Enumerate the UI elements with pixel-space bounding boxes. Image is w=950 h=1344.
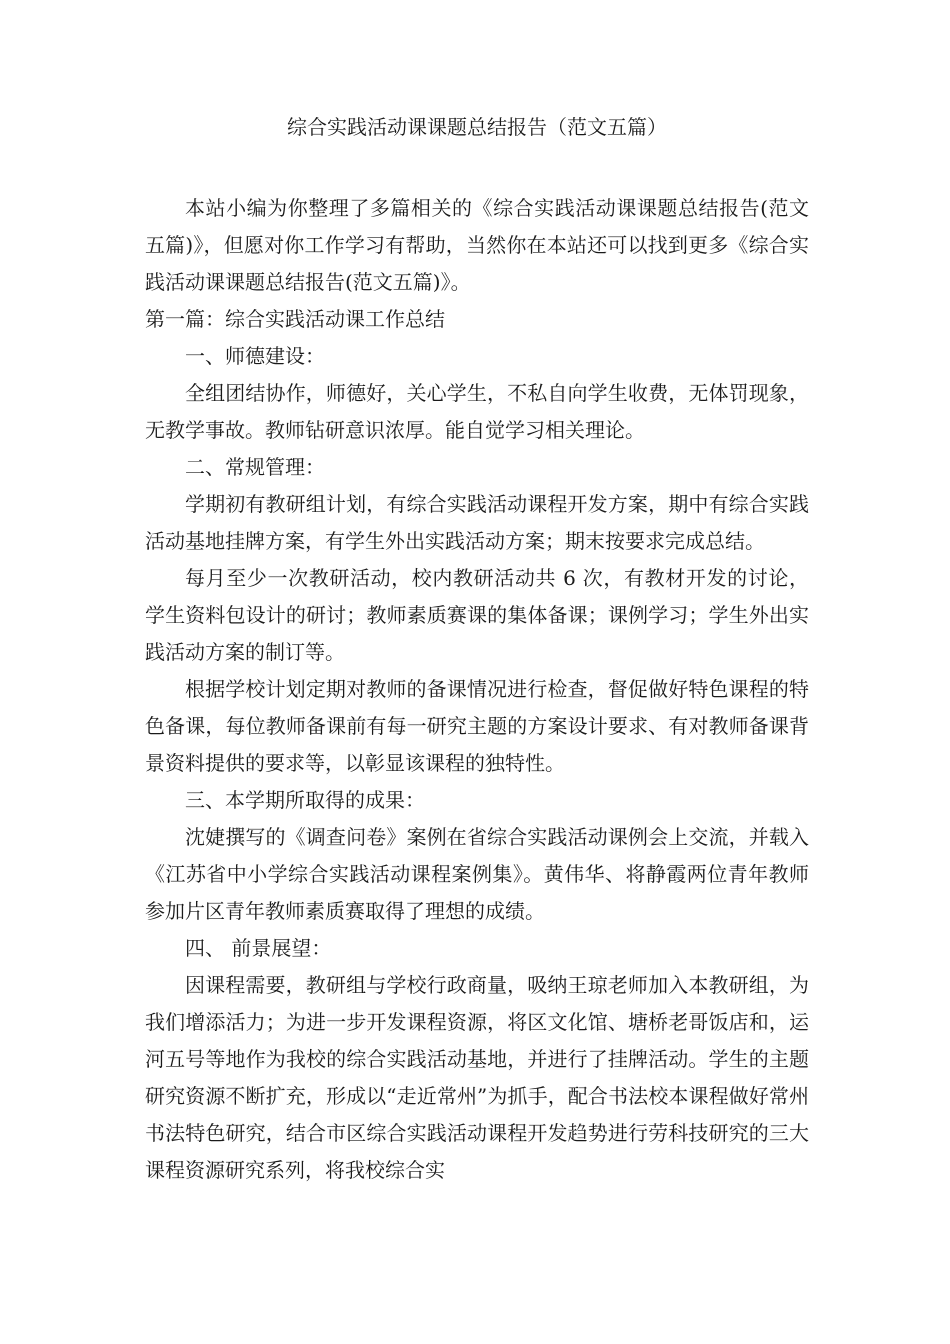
intro-paragraph: 本站小编为你整理了多篇相关的《综合实践活动课课题总结报告(范文五篇)》，但愿对你工作学习有帮助，当然你在本站还可以找到更多《综合实践活动课课题总结报告(范文五篇)》。 <box>145 196 809 294</box>
section-paragraph-management-checks: 根据学校计划定期对教师的备课情况进行检查，督促做好特色课程的特色备课，每位教师备课前有每一研究主题的方案设计要求、有对教师备课背景资料提供的要求等，以彰显该课程的独特性。 <box>145 677 809 775</box>
section-heading-outlook: 四、 前景展望： <box>185 936 332 960</box>
document-title: 综合实践活动课课题总结报告（范文五篇） <box>287 115 667 139</box>
section-heading-achievements: 三、本学期所取得的成果： <box>185 788 425 812</box>
section-heading-management: 二、常规管理： <box>185 455 325 479</box>
chapter-heading: 第一篇：综合实践活动课工作总结 <box>145 307 445 331</box>
section-paragraph-management-activities: 每月至少一次教研活动，校内教研活动共 6 次，有教材开发的讨论，学生资料包设计的研讨；教师素质赛课的集体备课；课例学习；学生外出实践活动方案的制订等。 <box>145 566 809 664</box>
section-heading-ethics: 一、师德建设： <box>185 344 325 368</box>
section-paragraph-ethics: 全组团结协作，师德好，关心学生，不私自向学生收费，无体罚现象，无教学事故。教师钻研意识浓厚。能自觉学习相关理论。 <box>145 381 809 442</box>
section-paragraph-outlook: 因课程需要，教研组与学校行政商量，吸纳王琼老师加入本教研组，为我们增添活力；为进一步开发课程资源，将区文化馆、塘桥老哥饭店和，运河五号等地作为我校的综合实践活动基地，并进行了挂牌活动。学生的主题研究资源不断扩充，形成以“走近常州”为抓手，配合书法校本课程做好常州书法特色研究，结合市区综合实践活动课程开发趋势进行劳科技研究的三大课程资源研究系列，将我校综合实 <box>145 973 809 1182</box>
section-paragraph-achievements: 沈婕撰写的《调查问卷》案例在省综合实践活动课例会上交流，并载入《江苏省中小学综合实践活动课程案例集》。黄伟华、将静霞两位青年教师参加片区青年教师素质赛取得了理想的成绩。 <box>145 825 809 923</box>
section-paragraph-management-plan: 学期初有教研组计划，有综合实践活动课程开发方案，期中有综合实践活动基地挂牌方案，有学生外出实践活动方案；期末按要求完成总结。 <box>145 492 809 553</box>
document-body <box>145 112 809 1189</box>
